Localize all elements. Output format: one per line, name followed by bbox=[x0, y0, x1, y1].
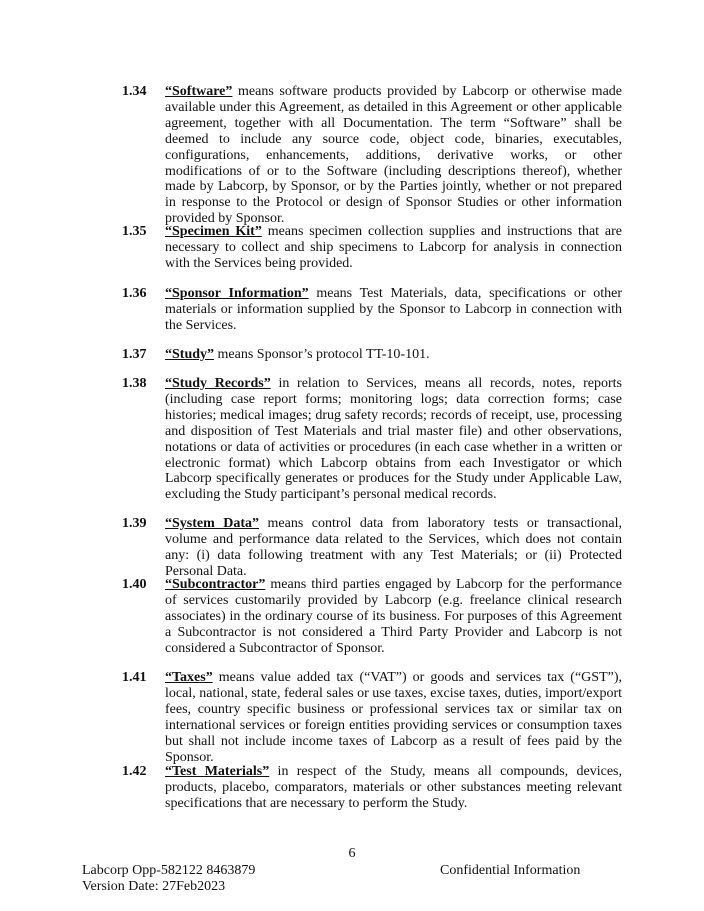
footer-left bbox=[82, 863, 255, 895]
definition-1-35 bbox=[122, 224, 622, 272]
definition-text: means value added tax (“VAT”) or goods and services tax (“GST”), local, national, state, federal sales or use taxes, excise taxes, duties, import/export fees, country specific business or professional services tax or similar tax on international services or foreign entities providing services or consumption taxes but shall not include income taxes of Labcorp as a result of fees paid by the Sponsor. bbox=[165, 670, 622, 765]
definition-text: in respect of the Study, means all compounds, devices, products, placebo, comparators, materials or other substances meeting relevant specifications that are necessary to perform the Study. bbox=[165, 764, 622, 811]
section-number: 1.38 bbox=[122, 376, 147, 391]
defined-term: “Study Records” bbox=[165, 376, 271, 391]
confidential-label: Confidential Information bbox=[440, 863, 581, 878]
definition-text: means specimen collection supplies and instructions that are necessary to collect and ship specimens to Labcorp for analysis in connection with the Services being provided. bbox=[165, 224, 622, 271]
definition-text: means third parties engaged by Labcorp for the performance of services customarily provided by Labcorp (e.g. freelance clinical research associates) in the ordinary course of its business. For purposes of this Agreement a Subcontractor is not considered a Third Party Provider and Labcorp is not considered a Subcontractor of Sponsor. bbox=[165, 577, 622, 656]
defined-term: “System Data” bbox=[165, 516, 260, 531]
definition-1-36 bbox=[122, 286, 622, 334]
definition-1-38 bbox=[122, 376, 622, 503]
page-number: 6 bbox=[348, 846, 356, 861]
section-number: 1.34 bbox=[122, 84, 147, 99]
section-number: 1.42 bbox=[122, 764, 147, 779]
defined-term: “Study” bbox=[165, 347, 215, 362]
defined-term: “Software” bbox=[165, 84, 233, 99]
definition-1-41 bbox=[122, 670, 622, 765]
definition-1-40 bbox=[122, 577, 622, 657]
defined-term: “Test Materials” bbox=[165, 764, 270, 779]
defined-term: “Specimen Kit” bbox=[165, 224, 262, 239]
section-number: 1.37 bbox=[122, 347, 147, 362]
definition-1-34 bbox=[122, 84, 622, 227]
section-number: 1.41 bbox=[122, 670, 147, 685]
definition-text: in relation to Services, means all records, notes, reports (including case report forms; monitoring logs; data correction forms; case histories; medical images; drug safety records; records of receipt, use, processing and disposition of Test Materials and trial master file) and other observations, notations or data of activities or procedures (in each case whether in a written or electronic format) which Labcorp obtains from each Investigator or which Labcorp specifically generates or produces for the Study under Applicable Law, excluding the Study participant’s personal medical records. bbox=[165, 376, 622, 503]
defined-term: “Taxes” bbox=[165, 670, 213, 685]
defined-term: “Sponsor Information” bbox=[165, 286, 309, 301]
definition-1-37 bbox=[122, 347, 622, 363]
definition-text: means control data from laboratory tests or transactional, volume and performance data related to the Services, which does not contain any: (i) data following treatment with any Test Materials; or (ii) Protected Personal Data. bbox=[165, 516, 623, 579]
section-number: 1.35 bbox=[122, 224, 147, 239]
definition-text: means Test Materials, data, specifications or other materials or information supplied by the Sponsor to Labcorp in connection with the Services. bbox=[165, 286, 622, 333]
definition-text: means software products provided by Labcorp or otherwise made available under this Agreement, as detailed in this Agreement or other applicable agreement, together with all Documentation. The term “Software” shall be deemed to include any source code, object code, binaries, executables, configurations, enhancements, additions, derivative works, or other modifications of or to the Software (including descriptions thereof), whether made by Labcorp, by Sponsor, or by the Parties jointly, whether or not prepared in response to the Protocol or design of Sponsor Studies or other information provided by Sponsor. bbox=[165, 84, 622, 227]
definition-1-42 bbox=[122, 764, 622, 812]
document-id: Labcorp Opp-582122 8463879 bbox=[82, 863, 256, 878]
section-number: 1.36 bbox=[122, 286, 147, 301]
definition-text: means Sponsor’s protocol TT-10-101. bbox=[214, 347, 430, 362]
section-number: 1.40 bbox=[122, 577, 147, 592]
section-number: 1.39 bbox=[122, 516, 147, 531]
definition-1-39 bbox=[122, 516, 622, 580]
defined-term: “Subcontractor” bbox=[165, 577, 266, 592]
version-date: Version Date: 27Feb2023 bbox=[82, 878, 226, 894]
